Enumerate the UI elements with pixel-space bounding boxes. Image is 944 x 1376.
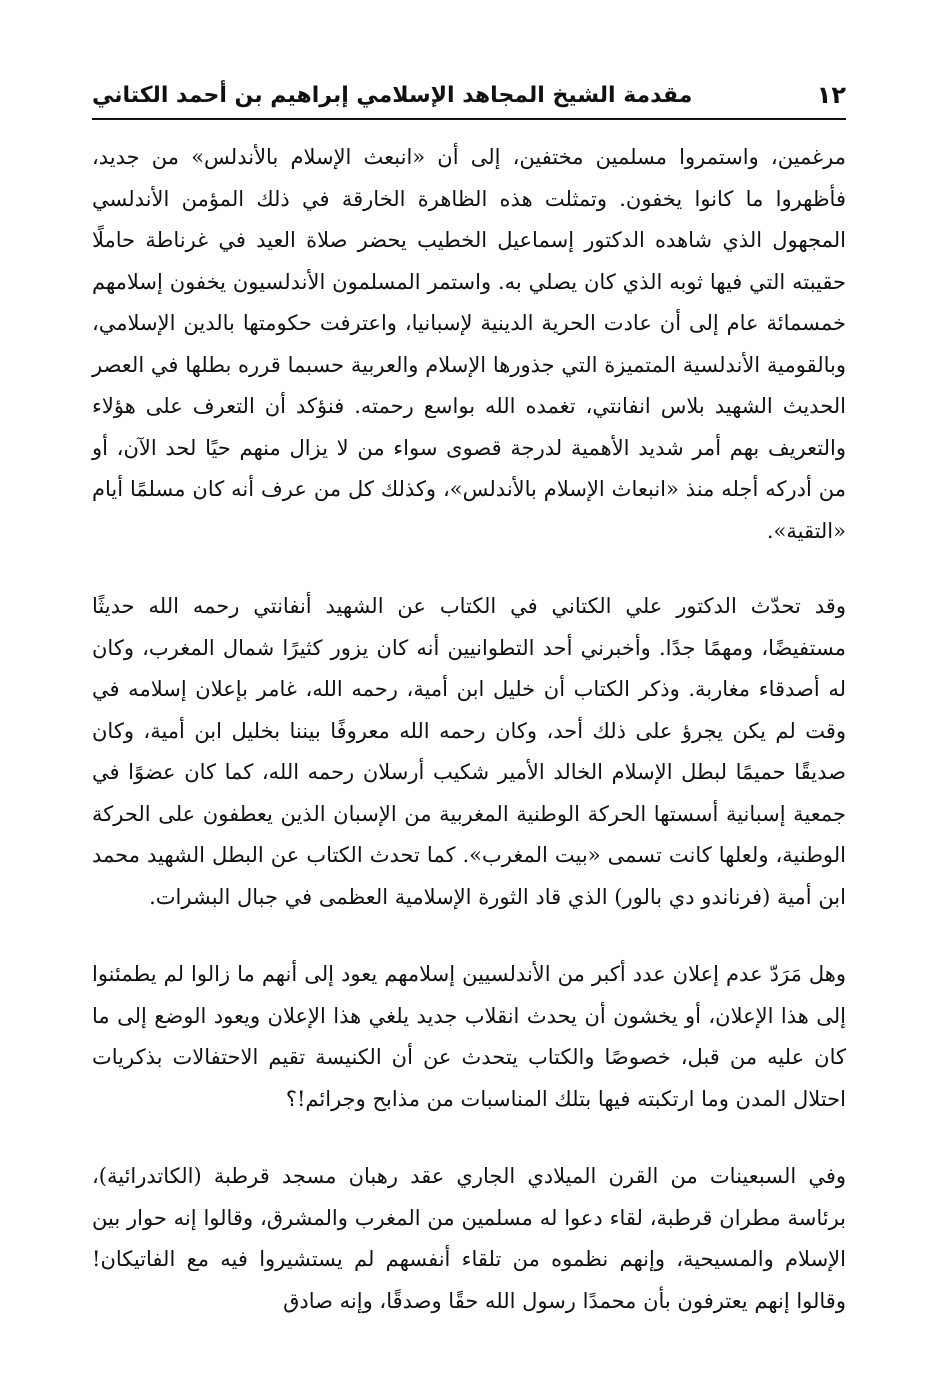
paragraph-3: وهل مَرَدّ عدم إعلان عدد أكبر من الأندلسيين إسلامهم يعود إلى أنهم ما زالوا لم يطمئنوا إلى هذا الإعلان، أو يخشون أن يحدث انقلاب جديد يلغي هذا الإعلان ويعود الوضع إلى ما كان عليه من قبل، خصوصًا والكتاب يتحدث عن أن الكنيسة تقيم الاحتفالات بذكريات احتلال المدن وما ارتكبته فيها بتلك المناسبات من مذابح وجرائم!؟ bbox=[92, 962, 846, 1111]
paragraph-4: وفي السبعينات من القرن الميلادي الجاري عقد رهبان مسجد قرطبة (الكاتدرائية)، برئاسة مطران قرطبة، لقاء دعوا له مسلمين من المغرب والمشرق، وقالوا إنه حوار بين الإسلام والمسيحية، وإنهم نظموه من تلقاء أنفسهم لم يستشيروا فيه مع الفاتيكان! وقالوا إنهم يعترفون بأن محمدًا رسول الله حقًا وصدقًا، وإنه صادق bbox=[92, 1164, 846, 1313]
running-title: مقدمة الشيخ المجاهد الإسلامي إبراهيم بن أحمد الكتاني bbox=[92, 82, 693, 108]
running-header bbox=[92, 72, 846, 120]
paragraph-2: وقد تحدّث الدكتور علي الكتاني في الكتاب عن الشهيد أنفانتي رحمه الله حديثًا مستفيضًا، ومهمًا جدًا. وأخبرني أحد التطوانيين أنه كان يزور كثيرًا شمال المغرب، وكان له أصدقاء مغاربة. وذكر الكتاب أن خليل ابن أمية، رحمه الله، غامر بإعلان إسلامه في وقت لم يكن يجرؤ على ذلك أحد، وكان رحمه الله معروفًا بيننا بخليل ابن أمية، وكان صديقًا حميمًا لبطل الإسلام الخالد الأمير شكيب أرسلان رحمه الله، كما كان عضوًا في جمعية إسبانية أسستها الحركة الوطنية المغربية من الإسبان الذين يعطفون على الحركة الوطنية، ولعلها كانت تسمى «بيت المغرب». كما تحدث الكتاب عن البطل الشهيد محمد ابن أمية (فرناندو دي بالور) الذي قاد الثورة الإسلامية العظمى في جبال البشرات. bbox=[92, 594, 846, 909]
page-number: ١٢ bbox=[816, 81, 846, 109]
body-text bbox=[92, 137, 846, 1322]
paragraph-1: مرغمين، واستمروا مسلمين مختفين، إلى أن «انبعث الإسلام بالأندلس» من جديد، فأظهروا ما كانوا يخفون. وتمثلت هذه الظاهرة الخارقة في ذلك المؤمن الأندلسي المجهول الذي شاهده الدكتور إسماعيل الخطيب يحضر صلاة العيد في غرناطة حاملًا حقيبته التي فيها ثوبه الذي كان يصلي به. واستمر المسلمون الأندلسيون يخفون إسلامهم خمسمائة عام إلى أن عادت الحرية الدينية لإسبانيا، واعترفت حكومتها بالدين الإسلامي، وبالقومية الأندلسية المتميزة التي جذورها الإسلام والعربية حسبما قرره بطلها في العصر الحديث الشهيد بلاس انفانتي، تغمده الله بواسع رحمته. فنؤكد أن التعرف على هؤلاء والتعريف بهم أمر شديد الأهمية لدرجة قصوى سواء من لا يزال منهم حيًا لحد الآن، أو من أدركه أجله منذ «انبعاث الإسلام بالأندلس»، وكذلك كل من عرف أنه كان مسلمًا أيام «التقية». bbox=[92, 145, 846, 543]
